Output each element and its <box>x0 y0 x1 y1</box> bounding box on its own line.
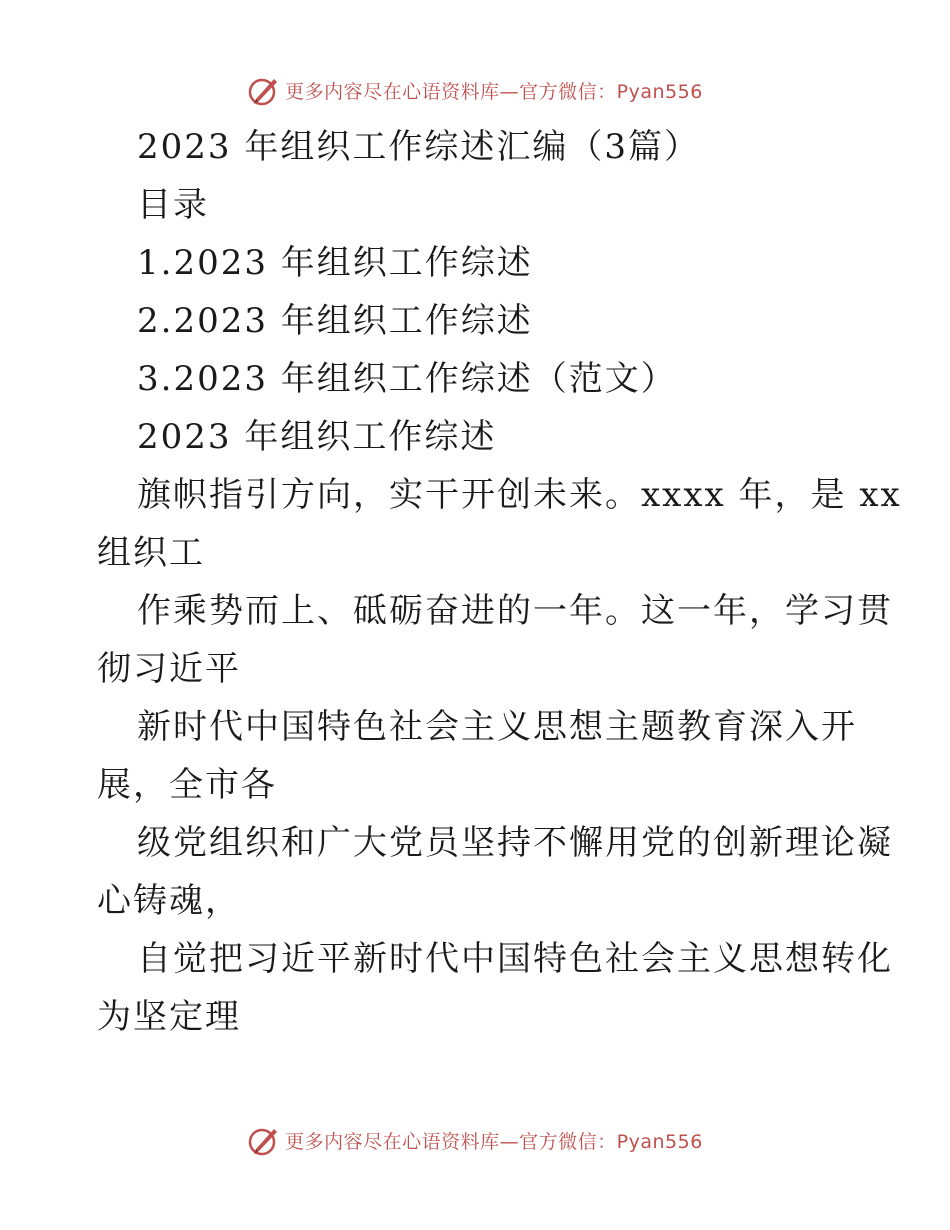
paragraph-line: 作乘势而上、砥砺奋进的一年。这一年，学习贯 <box>137 591 893 631</box>
paragraph-line: 新时代中国特色社会主义思想主题教育深入开 <box>137 707 857 747</box>
watermark-text: 更多内容尽在心语资料库—官方微信：Pyan556 <box>285 80 703 103</box>
paragraph-line: 彻习近平 <box>97 649 241 689</box>
header-watermark <box>0 70 950 110</box>
paragraph-line: 旗帜指引方向，实干开创未来。xxxx 年，是 xx <box>137 475 902 515</box>
paragraph-line: 为坚定理 <box>97 997 241 1037</box>
watermark-text: 更多内容尽在心语资料库—官方微信：Pyan556 <box>285 1130 703 1153</box>
document-title: 2023 年组织工作综述汇编（3篇） <box>137 127 700 167</box>
paragraph-line: 自觉把习近平新时代中国特色社会主义思想转化 <box>137 939 893 979</box>
toc-item: 3.2023 年组织工作综述（范文） <box>137 359 677 399</box>
toc-heading: 目录 <box>137 185 209 225</box>
section-title: 2023 年组织工作综述 <box>137 417 497 457</box>
toc-item: 2.2023 年组织工作综述 <box>137 301 533 341</box>
toc-item: 1.2023 年组织工作综述 <box>137 243 533 283</box>
paragraph-line: 展，全市各 <box>97 765 277 805</box>
pen-logo-icon <box>247 73 281 107</box>
pen-logo-icon <box>247 1123 281 1157</box>
paragraph-line: 级党组织和广大党员坚持不懈用党的创新理论凝 <box>137 823 893 863</box>
paragraph-line: 心铸魂， <box>97 881 241 921</box>
footer-watermark <box>0 1120 950 1160</box>
document-body <box>97 118 902 1046</box>
paragraph-line: 组织工 <box>97 533 205 573</box>
